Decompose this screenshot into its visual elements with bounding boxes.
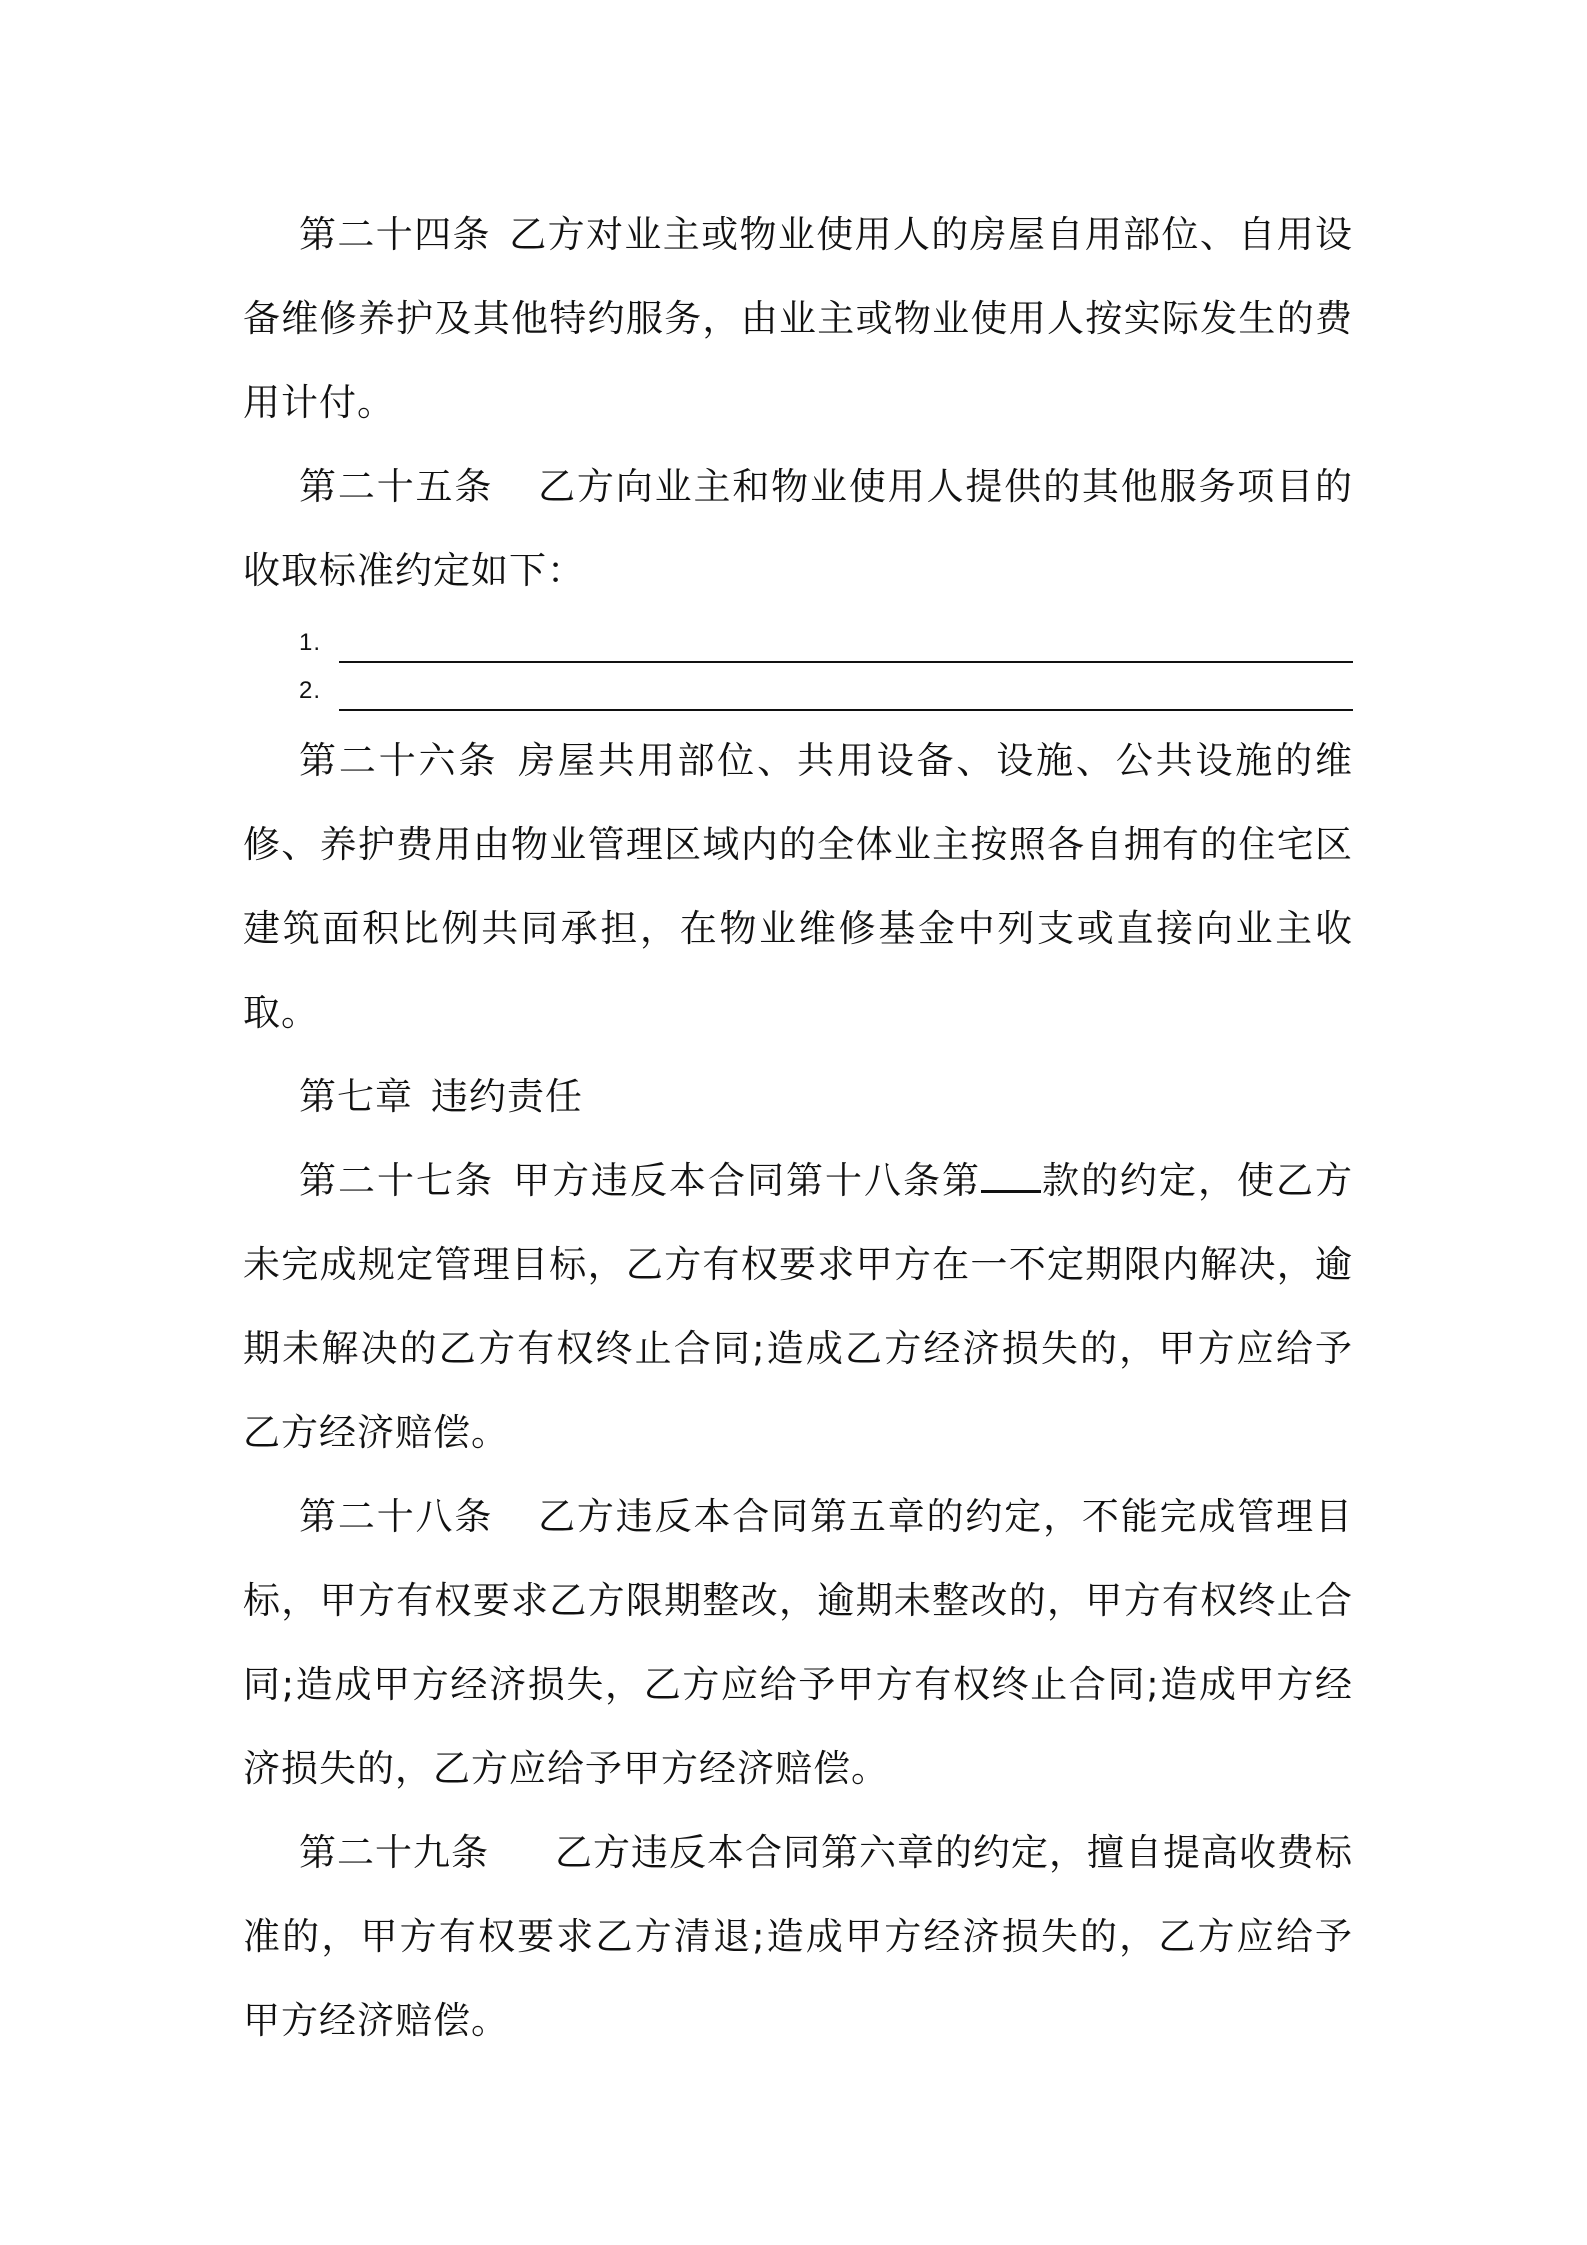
article-29 (243, 1811, 1353, 2063)
article-27-text-end: 款的约定，使乙方未完成规定管理目标，乙方有权要求甲方在一不定期限内解决，逾期未解决的乙方有权终止合同;造成乙方经济损失的，甲方应给予乙方经济赔偿。 (243, 1159, 1353, 1454)
article-28 (243, 1475, 1353, 1811)
chapter-7-number: 第七章 (299, 1075, 413, 1118)
article-29-text: 乙方违反本合同第六章的约定，擅自提高收费标准的，甲方有权要求乙方清退;造成甲方经济损失的，乙方应给予甲方经济赔偿。 (243, 1831, 1353, 2042)
article-26 (243, 719, 1353, 1055)
article-28-text: 乙方违反本合同第五章的约定，不能完成管理目标，甲方有权要求乙方限期整改，逾期未整改的，甲方有权终止合同;造成甲方经济损失，乙方应给予甲方有权终止合同;造成甲方经济损失的，乙方应给予甲方经济赔偿。 (243, 1495, 1354, 1790)
clause-number-blank (981, 1160, 1041, 1193)
article-26-heading: 第二十六条 (299, 739, 499, 782)
fee-item-blank-line (339, 627, 1353, 663)
article-24 (243, 193, 1353, 445)
fee-item-list (243, 619, 1353, 715)
article-27 (243, 1139, 1353, 1475)
article-25-heading: 第二十五条 (299, 465, 494, 508)
fee-item (243, 619, 1353, 667)
article-27-text-start: 甲方违反本合同第十八条第 (512, 1159, 981, 1202)
article-27-heading: 第二十七条 (299, 1159, 494, 1202)
article-28-heading: 第二十八条 (299, 1495, 494, 1538)
fee-item-number: 2. (299, 677, 322, 704)
fee-item (243, 667, 1353, 715)
fee-item-blank-line (339, 675, 1353, 711)
chapter-7-title: 违约责任 (431, 1075, 583, 1118)
article-25-text: 乙方向业主和物业使用人提供的其他服务项目的收取标准约定如下： (243, 465, 1354, 592)
article-26-text: 房屋共用部位、共用设备、设施、公共设施的维修、养护费用由物业管理区域内的全体业主按照各自拥有的住宅区建筑面积比例共同承担，在物业维修基金中列支或直接向业主收取。 (243, 739, 1354, 1034)
chapter-7-heading (243, 1055, 1353, 1139)
article-29-heading: 第二十九条 (299, 1831, 489, 1874)
article-25 (243, 445, 1353, 613)
fee-item-number: 1. (299, 629, 322, 656)
article-24-heading: 第二十四条 (299, 213, 491, 256)
article-24-text: 乙方对业主或物业使用人的房屋自用部位、自用设备维修养护及其他特约服务，由业主或物业使用人按实际发生的费用计付。 (243, 213, 1354, 424)
document-body (243, 193, 1353, 2063)
